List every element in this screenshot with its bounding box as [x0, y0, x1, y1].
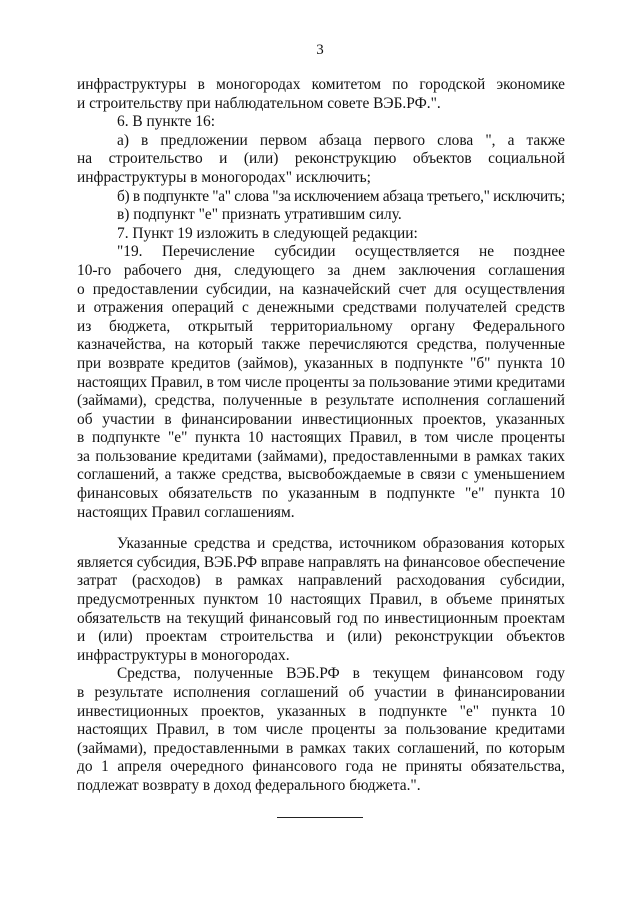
text-line: предусмотренных пунктом 10 настоящих Правил, в объеме принятых: [77, 591, 565, 609]
text-line: б) в подпункте "а" слова "за исключением абзаца третьего," исключить;: [117, 187, 566, 205]
text-line: настоящих Правил, в том числе проценты за пользование кредитами: [77, 721, 565, 739]
text-line: Средства, полученные ВЭБ.РФ в текущем финансовом году: [117, 665, 565, 683]
text-line: на строительство и (или) реконструкцию объектов социальной: [77, 150, 565, 168]
paragraph: [77, 535, 565, 665]
text-line: в подпункте "е" пункта 10 настоящих Правил, в том числе проценты: [77, 429, 565, 447]
text-line: и (или) проектам строительства и (или) реконструкции объектов: [77, 628, 565, 646]
text-line: о предоставлении субсидии, на казначейский счет для осуществления: [77, 280, 565, 298]
text-line: за пользование кредитами (займами), предоставленными в рамках таких: [77, 447, 565, 465]
text-line: является субсидия, ВЭБ.РФ вправе направлять на финансовое обеспечение: [77, 553, 565, 571]
paragraph: [77, 206, 565, 225]
paragraph: [77, 243, 565, 522]
text-line: финансовых обязательств по указанным в подпункте "е" пункта 10: [77, 485, 565, 503]
text-line: "19. Перечисление субсидии осуществляется не позднее: [117, 243, 565, 261]
text-line: затрат (расходов) в рамках направлений расходования субсидии,: [77, 572, 565, 590]
text-line: Указанные средства и средства, источником образования которых: [117, 535, 565, 553]
paragraph: [77, 76, 565, 113]
text-line: настоящих Правил, в том числе проценты за пользование этими кредитами: [77, 373, 566, 391]
paragraph: [77, 132, 565, 188]
text-line: подлежат возврату в доход федерального бюджета.".: [77, 776, 421, 794]
text-line: 6. В пункте 16:: [117, 113, 216, 131]
text-line: 10-го рабочего дня, следующего за днем заключения соглашения: [77, 261, 565, 279]
text-line: инфраструктуры в моногородах" исключить;: [77, 168, 371, 186]
text-line: в результате исполнения соглашений об участии в финансировании: [77, 684, 565, 701]
text-line: до 1 апреля очередного финансового года не приняты обязательства,: [77, 758, 565, 776]
text-line: в) подпункт "е" признать утратившим силу.: [117, 206, 402, 224]
text-line: 7. Пункт 19 изложить в следующей редакции:: [117, 224, 418, 242]
text-line: казначейства, на который также перечисляются средства, полученные: [77, 336, 565, 354]
text-line: инфраструктуры в моногородах.: [77, 646, 290, 664]
text-line: и строительству при наблюдательном совете ВЭБ.РФ.".: [77, 94, 441, 112]
paragraph-gap: [77, 522, 565, 535]
text-line: при возврате кредитов (займов), указанных в подпункте "б" пункта 10: [77, 354, 565, 372]
text-line: инфраструктуры в моногородах комитетом по городской экономике: [77, 76, 565, 93]
text-line: настоящих Правил соглашениям.: [77, 503, 295, 521]
paragraph: [77, 188, 565, 207]
text-line: об участии в финансировании инвестиционных проектов, указанных: [77, 410, 565, 428]
text-line: инвестиционных проектов, указанных в подпункте "е" пункта 10: [77, 702, 565, 720]
text-line: соглашений, а также средства, высвобождаемые в связи с уменьшением: [77, 466, 565, 484]
text-line: а) в предложении первом абзаца первого слова ", а также: [117, 131, 565, 149]
text-line: (займами), средства, полученные в результате исполнения соглашений: [77, 392, 565, 410]
text-line: и отражения операций с денежными средствами получателей средств: [77, 299, 565, 317]
document-body: [77, 76, 565, 796]
text-line: обязательств на текущий финансовый год по инвестиционным проектам: [77, 609, 565, 627]
page-number: 3: [316, 42, 324, 58]
paragraph: [77, 113, 565, 132]
text-line: из бюджета, открытый территориальному органу Федерального: [77, 317, 565, 335]
paragraph: [77, 225, 565, 244]
text-line: (займами), предоставленными в рамках таких соглашений, по которым: [77, 739, 565, 757]
closing-rule: [277, 817, 363, 818]
paragraph: [77, 665, 565, 795]
